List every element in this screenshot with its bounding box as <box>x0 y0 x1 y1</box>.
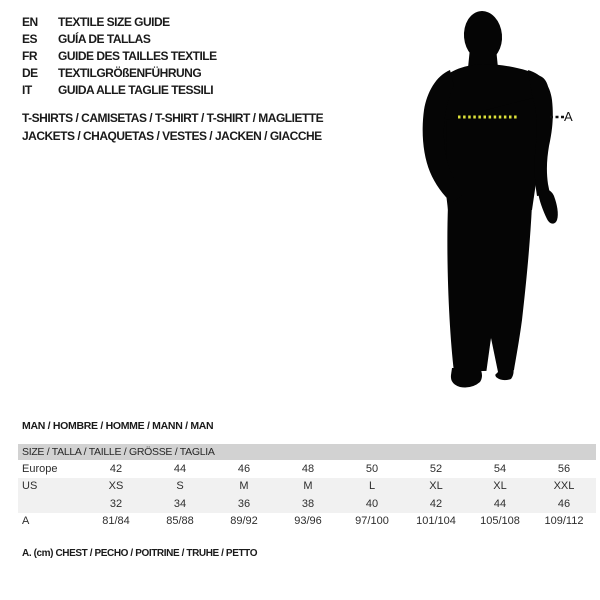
size-cell: XL <box>493 480 507 493</box>
size-cell: 42 <box>429 497 443 510</box>
size-cell: 38 <box>301 497 315 510</box>
man-silhouette-svg <box>390 0 600 410</box>
row-label-a: A <box>22 515 30 528</box>
size-cell: 105/108 <box>480 515 520 528</box>
size-cell: M <box>303 480 313 493</box>
category-tshirts: T-SHIRTS / CAMISETAS / T-SHIRT / T-SHIRT / MAGLIETTE <box>22 111 324 125</box>
language-label: TEXTILE SIZE GUIDE <box>58 14 170 29</box>
size-cell: 54 <box>493 462 507 475</box>
language-code: EN <box>22 14 38 29</box>
size-cell: 48 <box>301 462 315 475</box>
category-jackets: JACKETS / CHAQUETAS / VESTES / JACKEN / GIACCHE <box>22 128 322 143</box>
size-cell: XXL <box>553 480 575 493</box>
size-cell: 93/96 <box>294 515 322 528</box>
silhouette-legs <box>447 205 532 372</box>
size-table <box>18 444 596 530</box>
size-cell: S <box>176 480 184 493</box>
man-silhouette-figure <box>390 0 600 410</box>
table-row-us-numeric <box>18 495 596 513</box>
language-label: GUIDA ALLE TAGLIE TESSILI <box>58 82 214 97</box>
size-cell: 56 <box>557 462 571 475</box>
size-cell: 46 <box>557 497 571 510</box>
language-row-it <box>22 81 217 98</box>
size-cell: M <box>239 480 249 493</box>
language-list <box>22 13 217 98</box>
category-list <box>22 110 323 145</box>
language-row-en <box>22 13 217 30</box>
table-row-us <box>18 478 596 496</box>
language-label: GUÍA DE TALLAS <box>58 31 151 46</box>
size-cell: 44 <box>173 462 187 475</box>
size-cell: L <box>368 480 376 493</box>
language-label: GUIDE DES TAILLES TEXTILE <box>58 48 217 63</box>
language-code: ES <box>22 31 38 46</box>
language-code: DE <box>22 65 38 80</box>
measurement-footnote: A. (cm) CHEST / PECHO / POITRINE / TRUHE / PETTO <box>22 548 258 559</box>
size-cell: 89/92 <box>230 515 258 528</box>
size-cell: 50 <box>365 462 379 475</box>
size-cell: XL <box>429 480 443 493</box>
size-cell: 36 <box>237 497 251 510</box>
size-cell: 40 <box>365 497 379 510</box>
size-cell: 97/100 <box>355 515 389 528</box>
man-silhouette-shape <box>423 9 558 387</box>
size-cell: 42 <box>109 462 123 475</box>
size-cell: 44 <box>493 497 507 510</box>
size-cell: 32 <box>109 497 123 510</box>
size-cell: 34 <box>173 497 187 510</box>
size-cell: 52 <box>429 462 443 475</box>
table-row-europe <box>18 460 596 478</box>
size-cell: 85/88 <box>166 515 194 528</box>
language-code: IT <box>22 82 32 97</box>
language-row-de <box>22 64 217 81</box>
size-table-header-row: SIZE / TALLA / TAILLE / GRÖSSE / TAGLIA <box>18 444 596 460</box>
silhouette-right-hand <box>538 189 558 223</box>
language-label: TEXTILGRÖßENFÜHRUNG <box>58 65 202 80</box>
language-code: FR <box>22 48 37 63</box>
table-row-chest-a <box>18 513 596 531</box>
size-cell: 109/112 <box>544 515 584 528</box>
section-title-man: MAN / HOMBRE / HOMME / MANN / MAN <box>22 420 214 432</box>
language-row-fr <box>22 47 217 64</box>
size-cell: 101/104 <box>416 515 456 528</box>
size-cell: 81/84 <box>102 515 130 528</box>
language-row-es <box>22 30 217 47</box>
size-cell: XS <box>108 480 124 493</box>
silhouette-front-foot <box>451 368 482 387</box>
measurement-label-a: A <box>564 109 573 124</box>
size-cell: 46 <box>237 462 251 475</box>
row-label-europe: Europe <box>22 462 58 475</box>
row-label-us: US <box>22 480 38 493</box>
